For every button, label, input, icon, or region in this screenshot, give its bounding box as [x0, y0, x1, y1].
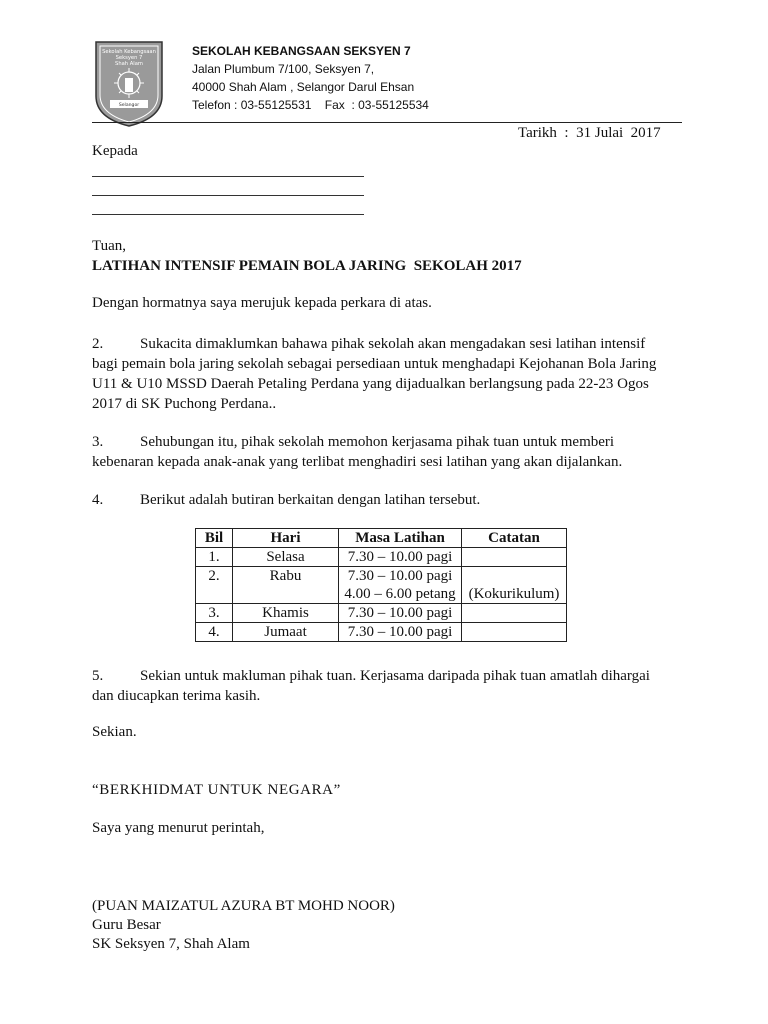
row-masa-line-1: 7.30 – 10.00 pagi — [347, 568, 453, 584]
paragraph-3-text: Sehubungan itu, pihak sekolah memohon kerjasama pihak tuan untuk memberi kebenaran kepada anak-anak yang terlibat menghadiri sesi latihan yang akan dijalankan. — [92, 434, 623, 470]
row-bil: 2. — [196, 567, 233, 604]
header-masa-latihan: Masa Latihan — [339, 529, 462, 548]
table-row — [196, 604, 567, 623]
paragraph-4-number: 4. — [92, 492, 104, 508]
row-catatan — [462, 548, 567, 567]
recipient-line-2 — [92, 195, 364, 196]
signatory-name: (PUAN MAIZATUL AZURA BT MOHD NOOR) — [92, 898, 395, 914]
school-address-line-2: 40000 Shah Alam , Selangor Darul Ehsan — [192, 80, 415, 94]
training-schedule-table — [195, 528, 567, 642]
row-catatan — [462, 623, 567, 642]
school-address-line-1: Jalan Plumbum 7/100, Seksyen 7, — [192, 62, 375, 76]
row-masa-line-2: 4.00 – 6.00 petang — [344, 586, 456, 602]
table-row — [196, 567, 567, 604]
paragraph-2-number: 2. — [92, 336, 104, 352]
letter-date: Tarikh : 31 Julai 2017 — [518, 125, 661, 141]
letterhead — [192, 42, 429, 114]
table-row — [196, 548, 567, 567]
school-crest-logo — [92, 38, 166, 128]
paragraph-2-text: Sukacita dimaklumkan bahawa pihak sekolah akan mengadakan sesi latihan intensif bagi pemain bola jaring sekolah sebagai persediaan untuk menghadapi Kejohanan Bola Jaring U11 & U10 MSSD Daerah Petaling Perdana yang dijadualkan berlangsung pada 22-23 Ogos 2017 di SK Puchong Perdana.. — [92, 336, 657, 412]
torch-icon — [125, 78, 133, 92]
row-catatan — [462, 604, 567, 623]
letter-subject: LATIHAN INTENSIF PEMAIN BOLA JARING SEKOLAH 2017 — [92, 258, 522, 274]
row-masa: 7.30 – 10.00 pagi — [339, 548, 462, 567]
recipient-line-1 — [92, 176, 364, 177]
row-hari: Khamis — [233, 604, 339, 623]
letterhead-divider — [92, 122, 682, 123]
salutation: Tuan, — [92, 238, 127, 254]
signatory-school: SK Seksyen 7, Shah Alam — [92, 936, 250, 952]
paragraph-3 — [92, 432, 670, 472]
row-hari: Jumaat — [233, 623, 339, 642]
row-bil: 3. — [196, 604, 233, 623]
crest-line-3: Shah Alam — [115, 61, 143, 67]
signatory-title: Guru Besar — [92, 917, 161, 933]
paragraph-4-text: Berikut adalah butiran berkaitan dengan latihan tersebut. — [140, 492, 481, 508]
row-hari: Selasa — [233, 548, 339, 567]
paragraph-5 — [92, 666, 670, 706]
school-phone-fax: Telefon : 03-55125531 Fax : 03-55125534 — [192, 98, 429, 112]
row-bil: 1. — [196, 548, 233, 567]
paragraph-5-number: 5. — [92, 668, 104, 684]
paragraph-4 — [92, 490, 670, 510]
table-row — [196, 623, 567, 642]
row-catatan: (Kokurikulum) — [462, 567, 567, 604]
row-masa: 7.30 – 10.00 pagi — [339, 604, 462, 623]
closing: Sekian. — [92, 724, 137, 740]
paragraph-5-text: Sekian untuk makluman pihak tuan. Kerjasama daripada pihak tuan amatlah dihargai dan diucapkan terima kasih. — [92, 668, 650, 704]
table-header-row — [196, 529, 567, 548]
motto: “BERKHIDMAT UNTUK NEGARA” — [92, 782, 341, 798]
paragraph-2 — [92, 334, 670, 414]
intro-paragraph: Dengan hormatnya saya merujuk kepada perkara di atas. — [92, 295, 432, 311]
row-hari: Rabu — [233, 567, 339, 604]
header-bil: Bil — [196, 529, 233, 548]
row-bil: 4. — [196, 623, 233, 642]
recipient-line-3 — [92, 214, 364, 215]
row-masa — [339, 567, 462, 604]
header-hari: Hari — [233, 529, 339, 548]
sign-off: Saya yang menurut perintah, — [92, 820, 265, 836]
school-name: SEKOLAH KEBANGSAAN SEKSYEN 7 — [192, 44, 411, 58]
crest-line-1: Sekolah Kebangsaan — [102, 49, 156, 55]
header-catatan: Catatan — [462, 529, 567, 548]
recipient-label: Kepada — [92, 143, 138, 159]
row-masa: 7.30 – 10.00 pagi — [339, 623, 462, 642]
crest-banner-text: Selangor — [118, 103, 140, 108]
paragraph-3-number: 3. — [92, 434, 104, 450]
crest-line-2: Seksyen 7 — [115, 55, 143, 61]
